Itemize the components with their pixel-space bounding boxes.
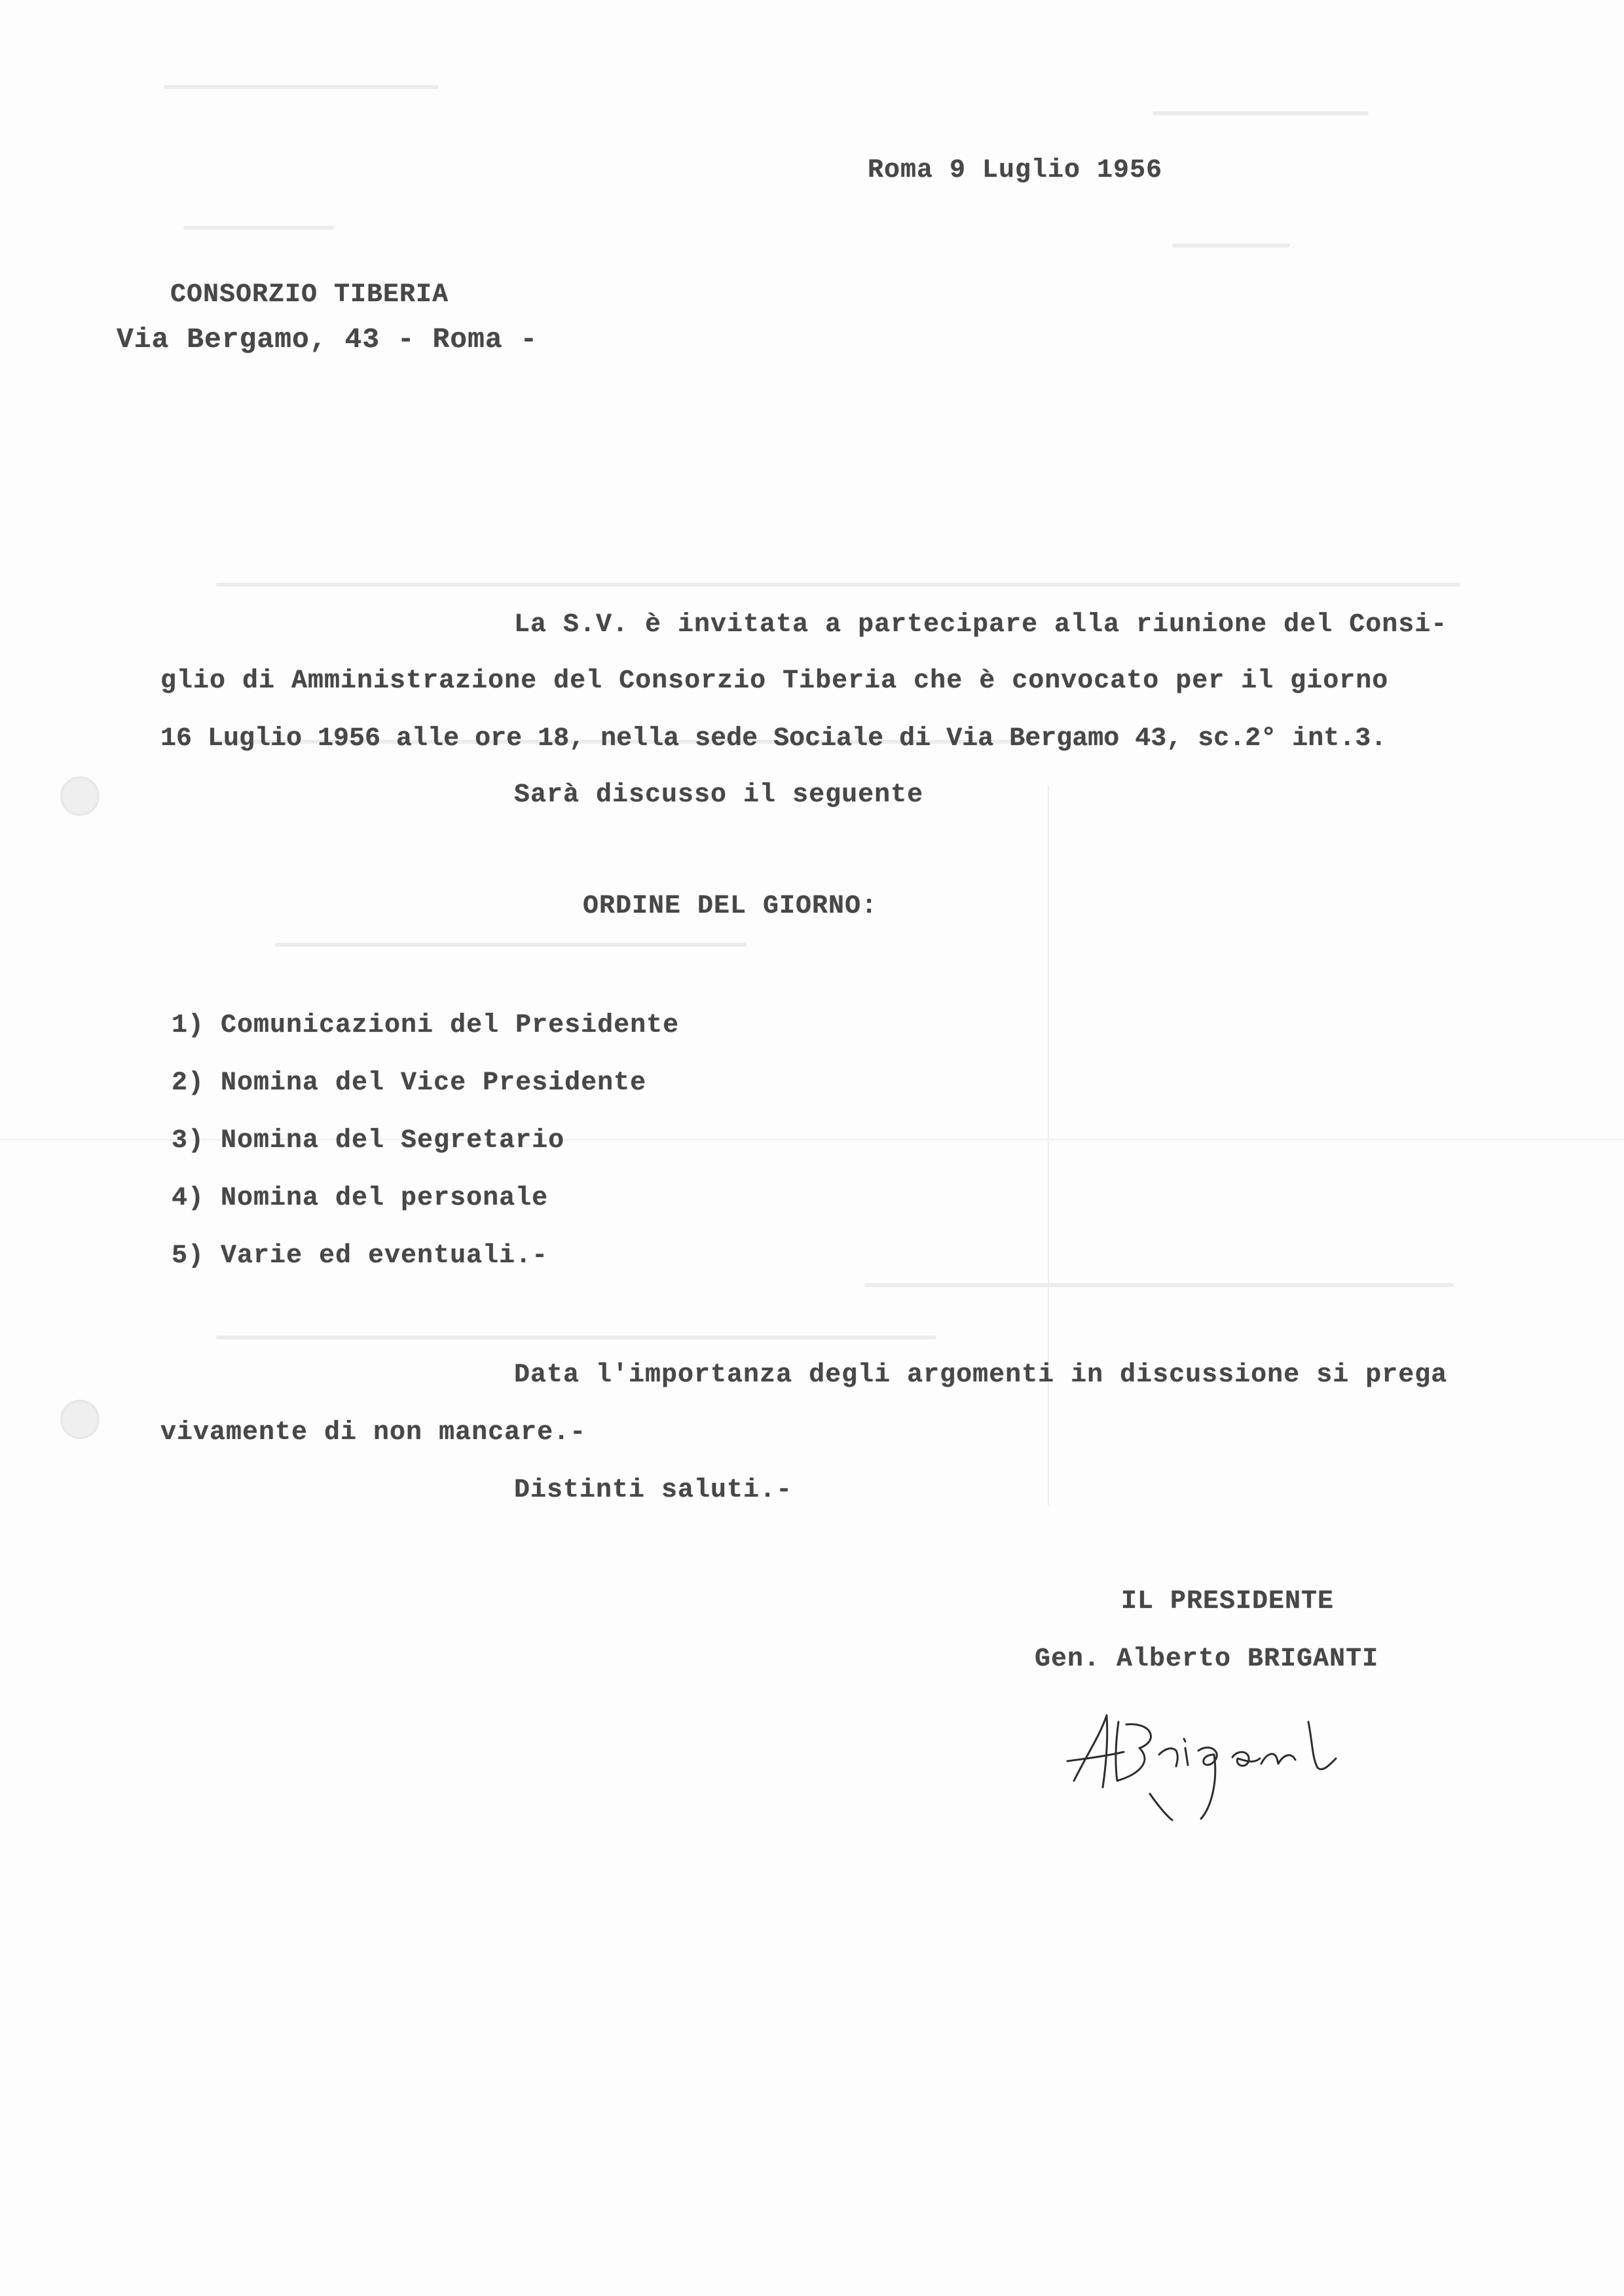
show-through-mark — [216, 1336, 936, 1339]
body-line-4: Sarà discusso il seguente — [514, 780, 924, 810]
punch-hole — [60, 776, 100, 816]
salutation: Distinti saluti.- — [514, 1476, 793, 1505]
fold-crease — [1048, 786, 1049, 1506]
signatory-name: Gen. Alberto BRIGANTI — [1035, 1645, 1379, 1674]
closing-line-1: Data l'importanza degli argomenti in discussione si prega — [514, 1360, 1448, 1390]
punch-hole — [60, 1400, 100, 1439]
sender-address: Via Bergamo, 43 - Roma - — [117, 323, 538, 355]
agenda-item: 3) Nomina del Segretario — [172, 1126, 565, 1156]
body-line-1: La S.V. è invitata a partecipare alla riunione del Consi- — [514, 610, 1448, 640]
agenda-item: 4) Nomina del personale — [172, 1184, 549, 1213]
body-line-3: 16 Luglio 1956 alle ore 18, nella sede Sociale di Via Bergamo 43, sc.2° int.3. — [160, 724, 1387, 754]
agenda-heading: ORDINE DEL GIORNO: — [583, 892, 878, 921]
closing-line-2: vivamente di non mancare.- — [160, 1418, 587, 1448]
agenda-item: 1) Comunicazioni del Presidente — [172, 1011, 680, 1040]
letter-date: Roma 9 Luglio 1956 — [868, 156, 1163, 185]
show-through-mark — [864, 1283, 1454, 1287]
sender-name: CONSORZIO TIBERIA — [170, 280, 449, 310]
body-line-2: glio di Amministrazione del Consorzio Tiberia che è convocato per il giorno — [160, 666, 1389, 696]
show-through-mark — [1172, 244, 1290, 247]
show-through-mark — [216, 583, 1460, 587]
show-through-mark — [183, 226, 334, 230]
agenda-item: 2) Nomina del Vice Presidente — [172, 1068, 647, 1098]
show-through-mark — [275, 943, 747, 947]
signatory-title: IL PRESIDENTE — [1121, 1587, 1335, 1616]
agenda-item: 5) Varie ed eventuali.- — [172, 1241, 549, 1271]
show-through-mark — [164, 85, 439, 89]
handwritten-signature — [1061, 1696, 1401, 1827]
show-through-mark — [1153, 111, 1369, 115]
